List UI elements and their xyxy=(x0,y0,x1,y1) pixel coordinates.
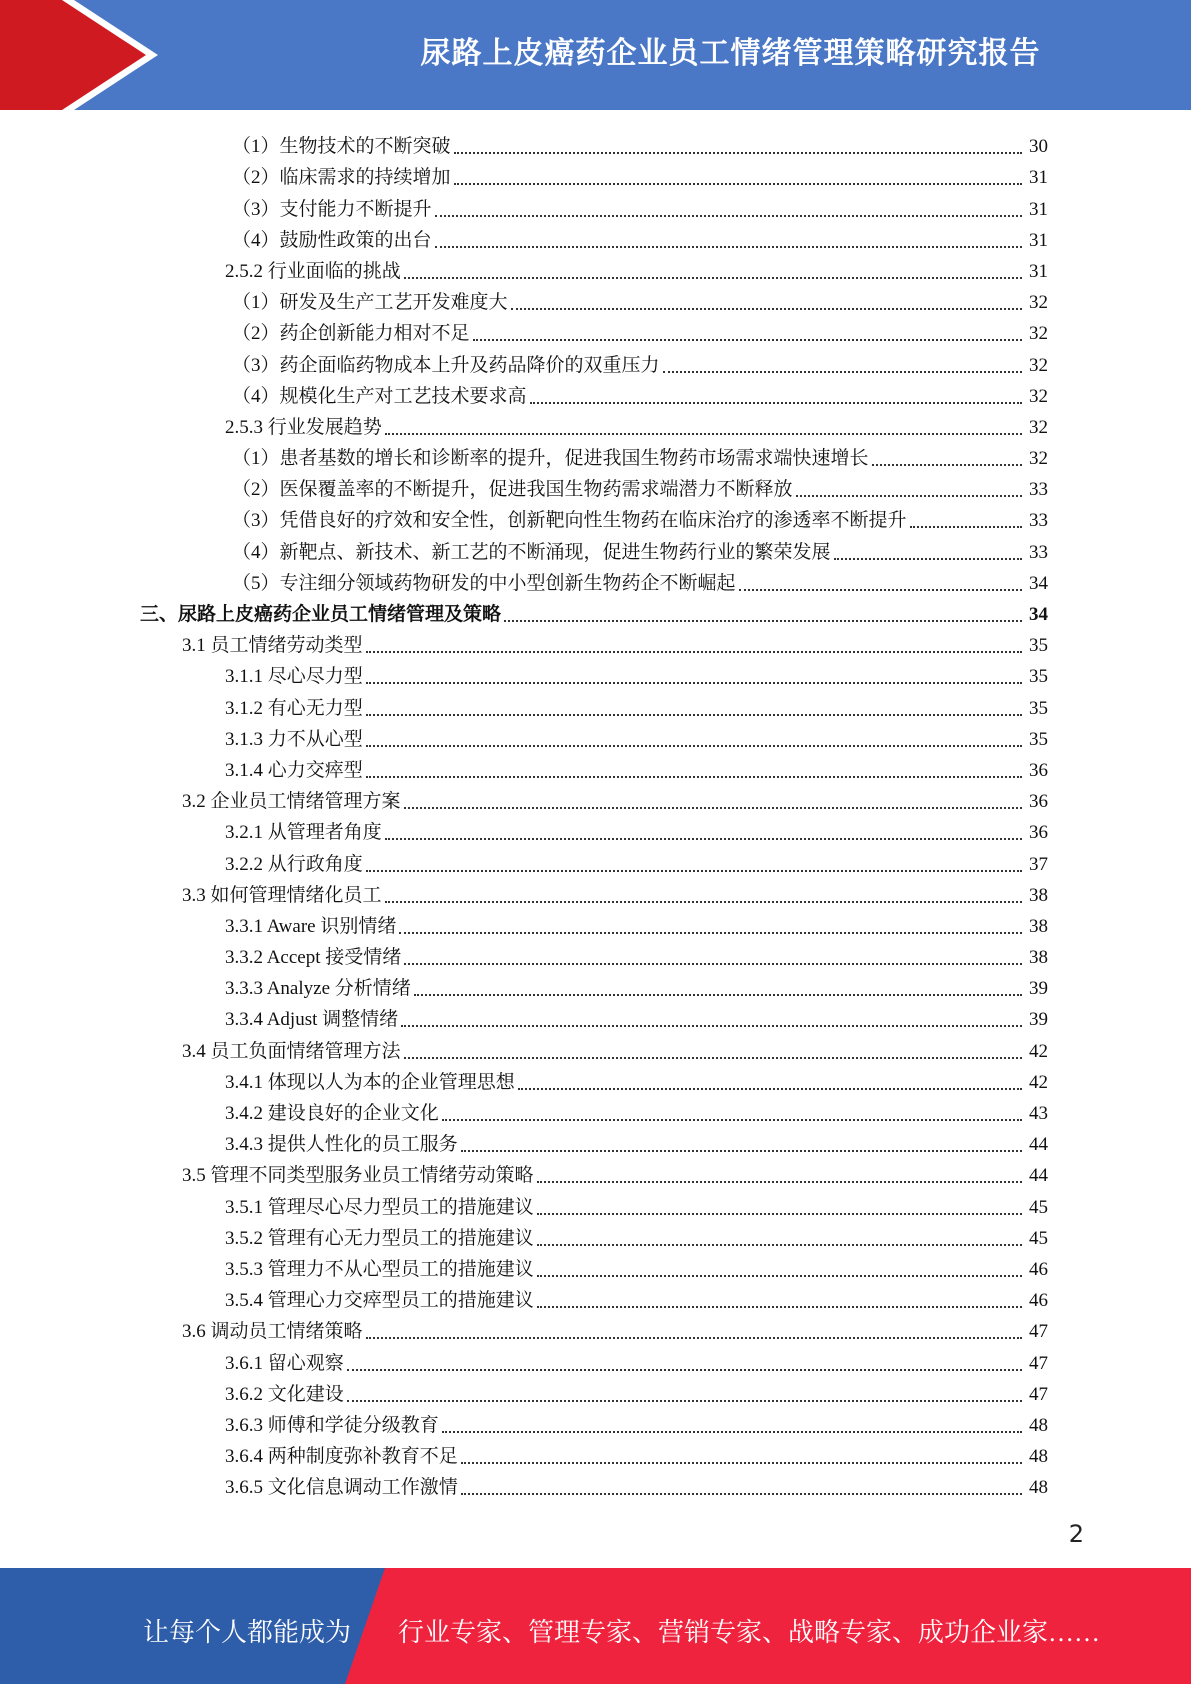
toc-entry[interactable] xyxy=(0,1064,1191,1095)
toc-entry-page-number: 42 xyxy=(1029,1071,1048,1093)
dot-leader xyxy=(442,1431,1022,1433)
toc-entry[interactable] xyxy=(0,1001,1191,1032)
dot-leader xyxy=(461,1493,1022,1495)
toc-entry-page-number: 45 xyxy=(1029,1196,1048,1218)
toc-entry[interactable] xyxy=(0,1032,1191,1063)
toc-entry[interactable] xyxy=(0,1126,1191,1157)
toc-entry[interactable] xyxy=(0,1282,1191,1313)
toc-entry[interactable] xyxy=(0,502,1191,533)
toc-entry-title: 3.2 企业员工情绪管理方案 xyxy=(182,791,401,813)
toc-entry[interactable] xyxy=(0,752,1191,783)
toc-entry-page-number: 31 xyxy=(1029,167,1048,189)
dot-leader xyxy=(461,1462,1022,1464)
toc-entry-title: 3.4.3 提供人性化的员工服务 xyxy=(225,1134,458,1156)
toc-entry[interactable] xyxy=(0,253,1191,284)
toc-entry[interactable] xyxy=(0,1251,1191,1282)
footer-slogan-left: 让每个人都能成为 xyxy=(143,1618,352,1647)
toc-entry-title: （3）药企面临药物成本上升及药品降价的双重压力 xyxy=(232,354,660,376)
toc-entry[interactable] xyxy=(0,970,1191,1001)
toc-entry-page-number: 38 xyxy=(1029,947,1048,969)
toc-entry[interactable] xyxy=(0,565,1191,596)
dot-leader xyxy=(399,932,1022,934)
dot-leader xyxy=(366,651,1022,653)
toc-entry-page-number: 35 xyxy=(1029,666,1048,688)
toc-entry-title: 3.3.2 Accept 接受情绪 xyxy=(225,947,402,969)
header-red-arrow xyxy=(0,0,150,110)
toc-entry-title: 3.1.2 有心无力型 xyxy=(225,697,363,719)
dot-leader xyxy=(366,682,1022,684)
toc-entry-title: 3.6.5 文化信息调动工作激情 xyxy=(225,1477,458,1499)
dot-leader xyxy=(796,495,1022,497)
dot-leader xyxy=(385,901,1022,903)
dot-leader xyxy=(910,526,1022,528)
toc-entry-page-number: 36 xyxy=(1029,791,1048,813)
toc-entry-title: 3.5.4 管理心力交瘁型员工的措施建议 xyxy=(225,1290,534,1312)
toc-entry-title: 3.4 员工负面情绪管理方法 xyxy=(182,1040,401,1062)
toc-entry-page-number: 32 xyxy=(1029,385,1048,407)
toc-entry-title: 3.2.1 从管理者角度 xyxy=(225,822,382,844)
toc-entry-page-number: 47 xyxy=(1029,1383,1048,1405)
toc-entry-title: 3.5.3 管理力不从心型员工的措施建议 xyxy=(225,1258,534,1280)
dot-leader xyxy=(537,1275,1022,1277)
toc-entry-page-number: 34 xyxy=(1029,604,1048,625)
toc-entry-title: 3.4.1 体现以人为本的企业管理思想 xyxy=(225,1071,515,1093)
toc-entry[interactable] xyxy=(0,1407,1191,1438)
page-footer xyxy=(0,1568,1191,1684)
dot-leader xyxy=(366,870,1022,872)
dot-leader xyxy=(385,838,1022,840)
dot-leader xyxy=(537,1213,1022,1215)
toc-entry-title: 2.5.3 行业发展趋势 xyxy=(225,416,382,438)
toc-entry-title: （2）临床需求的持续增加 xyxy=(232,167,451,189)
toc-entry-title: 三、尿路上皮癌药企业员工情绪管理及策略 xyxy=(140,604,502,625)
toc-entry[interactable] xyxy=(0,346,1191,377)
toc-entry-title: 3.1.4 心力交瘁型 xyxy=(225,759,363,781)
toc-entry[interactable] xyxy=(0,471,1191,502)
toc-entry-page-number: 38 xyxy=(1029,884,1048,906)
toc-entry-page-number: 33 xyxy=(1029,541,1048,563)
toc-entry[interactable] xyxy=(0,627,1191,658)
page-header xyxy=(0,0,1191,110)
dot-leader xyxy=(663,371,1022,373)
toc-entry[interactable] xyxy=(0,1095,1191,1126)
toc-entry-page-number: 33 xyxy=(1029,510,1048,532)
toc-entry-title: 3.2.2 从行政角度 xyxy=(225,853,363,875)
dot-leader xyxy=(537,1244,1022,1246)
toc-entry-title: 3.6 调动员工情绪策略 xyxy=(182,1321,363,1343)
toc-entry-page-number: 46 xyxy=(1029,1290,1048,1312)
dot-leader xyxy=(366,745,1022,747)
toc-entry-page-number: 36 xyxy=(1029,759,1048,781)
toc-entry-page-number: 39 xyxy=(1029,1009,1048,1031)
dot-leader xyxy=(518,1088,1022,1090)
toc-entry-title: （2）药企创新能力相对不足 xyxy=(232,323,470,345)
toc-entry-title: 2.5.2 行业面临的挑战 xyxy=(225,260,401,282)
toc-entry[interactable] xyxy=(0,159,1191,190)
dot-leader xyxy=(537,1306,1022,1308)
toc-entry-page-number: 47 xyxy=(1029,1352,1048,1374)
toc-entry[interactable] xyxy=(0,814,1191,845)
toc-entry[interactable] xyxy=(0,1157,1191,1188)
dot-leader xyxy=(347,1369,1022,1371)
toc-entry-page-number: 35 xyxy=(1029,728,1048,750)
toc-entry-title: 3.1.1 尽心尽力型 xyxy=(225,666,363,688)
toc-entry[interactable] xyxy=(0,378,1191,409)
toc-entry-title: 3.3.1 Aware 识别情绪 xyxy=(225,915,397,937)
toc-entry[interactable] xyxy=(0,939,1191,970)
toc-entry-page-number: 31 xyxy=(1029,260,1048,282)
toc-entry-page-number: 32 xyxy=(1029,354,1048,376)
toc-entry-page-number: 48 xyxy=(1029,1477,1048,1499)
toc-entry-page-number: 43 xyxy=(1029,1103,1048,1124)
dot-leader xyxy=(530,402,1022,404)
dot-leader xyxy=(739,589,1022,591)
toc-entry-title: （1）患者基数的增长和诊断率的提升，促进我国生物药市场需求端快速增长 xyxy=(232,448,869,470)
toc-entry-title: （5）专注细分领域药物研发的中小型创新生物药企不断崛起 xyxy=(232,572,736,594)
toc-entry[interactable] xyxy=(0,596,1191,627)
toc-entry-title: 3.5 管理不同类型服务业员工情绪劳动策略 xyxy=(182,1165,534,1187)
dot-leader xyxy=(404,277,1022,279)
toc-entry-title: 3.1 员工情绪劳动类型 xyxy=(182,635,363,657)
toc-entry-title: 3.3.3 Analyze 分析情绪 xyxy=(225,978,411,1000)
toc-entry-page-number: 35 xyxy=(1029,635,1048,657)
dot-leader xyxy=(454,183,1022,185)
dot-leader xyxy=(435,215,1022,217)
table-of-contents xyxy=(0,128,1191,1500)
toc-entry[interactable] xyxy=(0,315,1191,346)
toc-entry-page-number: 32 xyxy=(1029,323,1048,345)
toc-entry-page-number: 37 xyxy=(1029,853,1048,875)
toc-entry[interactable] xyxy=(0,1438,1191,1469)
toc-entry[interactable] xyxy=(0,284,1191,315)
toc-entry-title: 3.3.4 Adjust 调整情绪 xyxy=(225,1009,399,1031)
dot-leader xyxy=(366,714,1022,716)
dot-leader xyxy=(414,994,1022,996)
toc-entry-page-number: 36 xyxy=(1029,822,1048,844)
toc-entry-title: 3.6.3 师傅和学徒分级教育 xyxy=(225,1414,439,1436)
toc-entry-title: （4）新靶点、新技术、新工艺的不断涌现，促进生物药行业的繁荣发展 xyxy=(232,541,831,563)
toc-entry-title: 3.6.2 文化建设 xyxy=(225,1383,344,1405)
dot-leader xyxy=(872,464,1022,466)
toc-entry-page-number: 32 xyxy=(1029,292,1048,314)
toc-entry-page-number: 34 xyxy=(1029,572,1048,594)
toc-entry[interactable] xyxy=(0,689,1191,720)
toc-entry-title: 3.3 如何管理情绪化员工 xyxy=(182,884,382,906)
toc-entry[interactable] xyxy=(0,1313,1191,1344)
toc-entry-page-number: 38 xyxy=(1029,915,1048,937)
dot-leader xyxy=(473,339,1022,341)
toc-entry[interactable] xyxy=(0,1376,1191,1407)
toc-entry-page-number: 32 xyxy=(1029,448,1048,470)
dot-leader xyxy=(442,1119,1022,1121)
toc-entry-title: （1）研发及生产工艺开发难度大 xyxy=(232,292,508,314)
toc-entry[interactable] xyxy=(0,721,1191,752)
toc-entry-page-number: 35 xyxy=(1029,697,1048,719)
toc-entry-page-number: 44 xyxy=(1029,1134,1048,1156)
toc-entry-page-number: 47 xyxy=(1029,1321,1048,1343)
dot-leader xyxy=(366,1337,1022,1339)
toc-entry-page-number: 31 xyxy=(1029,229,1048,251)
page-number: 2 xyxy=(1068,1520,1084,1548)
toc-entry-title: 3.5.2 管理有心无力型员工的措施建议 xyxy=(225,1227,534,1249)
dot-leader xyxy=(404,807,1022,809)
dot-leader xyxy=(537,1181,1022,1183)
toc-entry-title: 3.5.1 管理尽心尽力型员工的措施建议 xyxy=(225,1196,534,1218)
toc-entry-page-number: 46 xyxy=(1029,1258,1048,1280)
dot-leader xyxy=(385,433,1022,435)
toc-entry-title: （1）生物技术的不断突破 xyxy=(232,136,451,158)
toc-entry-title: 3.6.1 留心观察 xyxy=(225,1352,344,1374)
toc-entry[interactable] xyxy=(0,783,1191,814)
toc-entry-title: （2）医保覆盖率的不断提升，促进我国生物药需求端潜力不断释放 xyxy=(232,479,793,501)
dot-leader xyxy=(366,776,1022,778)
dot-leader xyxy=(461,1150,1022,1152)
toc-entry[interactable] xyxy=(0,222,1191,253)
toc-entry[interactable] xyxy=(0,845,1191,876)
toc-entry[interactable] xyxy=(0,409,1191,440)
toc-entry[interactable] xyxy=(0,1469,1191,1500)
dot-leader xyxy=(454,152,1022,154)
report-title: 尿路上皮癌药企业员工情绪管理策略研究报告 xyxy=(420,36,1041,71)
toc-entry[interactable] xyxy=(0,440,1191,471)
toc-entry-page-number: 33 xyxy=(1029,479,1048,501)
dot-leader xyxy=(511,308,1022,310)
toc-entry[interactable] xyxy=(0,877,1191,908)
dot-leader xyxy=(404,963,1022,965)
toc-entry-page-number: 30 xyxy=(1029,136,1048,158)
dot-leader xyxy=(834,558,1022,560)
toc-entry-page-number: 44 xyxy=(1029,1165,1048,1187)
toc-entry-title: （4）规模化生产对工艺技术要求高 xyxy=(232,385,527,407)
toc-entry-title: （3）支付能力不断提升 xyxy=(232,198,432,220)
toc-entry-title: 3.1.3 力不从心型 xyxy=(225,728,363,750)
toc-entry-title: 3.4.2 建设良好的企业文化 xyxy=(225,1103,439,1124)
toc-entry[interactable] xyxy=(0,908,1191,939)
toc-entry-page-number: 48 xyxy=(1029,1414,1048,1436)
toc-entry[interactable] xyxy=(0,1220,1191,1251)
dot-leader xyxy=(404,1057,1022,1059)
toc-entry[interactable] xyxy=(0,1188,1191,1219)
toc-entry-page-number: 31 xyxy=(1029,198,1048,220)
footer-slogan-right: 行业专家、管理专家、营销专家、战略专家、成功企业家…… xyxy=(398,1618,1101,1647)
dot-leader xyxy=(504,620,1022,622)
dot-leader xyxy=(347,1400,1022,1402)
toc-entry-page-number: 42 xyxy=(1029,1040,1048,1062)
toc-entry-title: （4）鼓励性政策的出台 xyxy=(232,229,432,251)
toc-entry-title: （3）凭借良好的疗效和安全性，创新靶向性生物药在临床治疗的渗透率不断提升 xyxy=(232,510,907,532)
toc-entry-page-number: 32 xyxy=(1029,416,1048,438)
dot-leader xyxy=(401,1025,1022,1027)
toc-entry[interactable] xyxy=(0,658,1191,689)
toc-entry[interactable] xyxy=(0,128,1191,159)
toc-entry-title: 3.6.4 两种制度弥补教育不足 xyxy=(225,1446,458,1468)
toc-entry[interactable] xyxy=(0,190,1191,221)
toc-entry-page-number: 45 xyxy=(1029,1227,1048,1249)
dot-leader xyxy=(435,246,1022,248)
toc-entry[interactable] xyxy=(0,1344,1191,1375)
toc-entry-page-number: 39 xyxy=(1029,978,1048,1000)
toc-entry[interactable] xyxy=(0,533,1191,564)
toc-entry-page-number: 48 xyxy=(1029,1446,1048,1468)
